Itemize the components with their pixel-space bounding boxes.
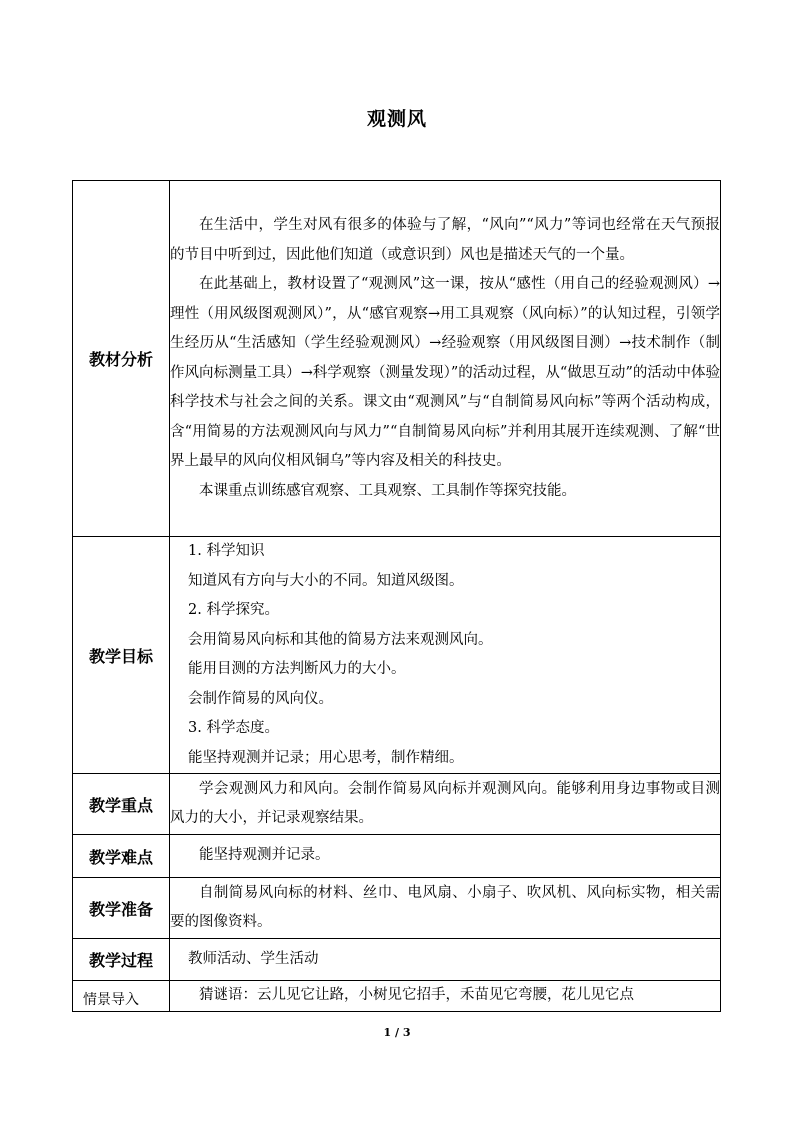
- row-difficulties: [73, 835, 721, 878]
- content-key-points: [170, 774, 721, 835]
- lesson-plan-table: [72, 180, 721, 1012]
- row-preparation: [73, 878, 721, 939]
- row-objectives: [73, 537, 721, 774]
- content-intro: [170, 981, 721, 1012]
- page-indicator: 1 / 3: [383, 1026, 411, 1039]
- label-difficulties: 教学难点: [73, 835, 170, 878]
- label-objectives: 教学目标: [73, 537, 170, 774]
- preparation-text: 自制简易风向标的材料、丝巾、电风扇、小扇子、吹风机、风向标实物，相关需要的图像资料。: [170, 884, 720, 930]
- process-text: 教师活动、学生活动: [188, 950, 319, 967]
- page-title: 观测风: [366, 108, 427, 130]
- content-process: [170, 939, 721, 981]
- content-objectives: [170, 537, 721, 774]
- analysis-paragraph-2: 在此基础上，教材设置了“观测风”这一课，按从“感性（用自己的经验观测风）→理性（用风级图观测风）”，从“感官观察→用工具观察（风向标）”的认知过程，引领学生经历从“生活感知（学生经验观测风）→经验观察（用风级图目测）→技术制作（制作风向标测量工具）→科学观察（测量发现）”的活动过程，从“做思互动”的活动中体验科学技术与社会之间的关系。课文由“观测风”与“自制简易风向标”等两个活动构成，含“用简易的方法观测风向与风力”“自制简易风向标”并利用其展开连续观测、了解“世界上最早的风向仪相风铜乌”等内容及相关的科技史。: [170, 276, 720, 469]
- objective-line: 能用目测的方法判断风力的大小。: [188, 661, 406, 677]
- row-analysis: [73, 181, 721, 537]
- row-process: [73, 939, 721, 981]
- row-key-points: [73, 774, 721, 835]
- row-intro: [73, 981, 721, 1012]
- intro-text: 猜谜语：云儿见它让路，小树见它招手，禾苗见它弯腰，花儿见它点: [199, 987, 634, 1003]
- label-process: 教学过程: [73, 939, 170, 981]
- objective-line: 会用简易风向标和其他的简易方法来观测风向。: [188, 631, 493, 648]
- objective-line: 2. 科学探究。: [188, 602, 279, 618]
- objective-line: 1. 科学知识: [188, 543, 265, 559]
- label-analysis: 教材分析: [73, 181, 170, 537]
- difficulties-text: 能坚持观测并记录。: [199, 847, 330, 864]
- label-preparation: 教学准备: [73, 878, 170, 939]
- content-preparation: [170, 878, 721, 939]
- content-difficulties: [170, 835, 721, 878]
- content-analysis: [170, 181, 721, 537]
- analysis-paragraph-3: 本课重点训练感官观察、工具观察、工具制作等探究技能。: [199, 482, 576, 499]
- objective-line: 能坚持观测并记录；用心思考，制作精细。: [188, 749, 464, 766]
- objective-line: 3. 科学态度。: [188, 720, 279, 736]
- label-intro: 情景导入: [73, 981, 170, 1012]
- label-key-points: 教学重点: [73, 774, 170, 835]
- key-points-text: 学会观测风力和风向。会制作简易风向标并观测风向。能够利用身边事物或目测风力的大小，并记录观察结果。: [170, 780, 720, 826]
- objective-line: 会制作简易的风向仪。: [188, 690, 333, 707]
- analysis-paragraph-1: 在生活中，学生对风有很多的体验与了解，“风向”“风力”等词也经常在天气预报的节目中听到过，因此他们知道（或意识到）风也是描述天气的一个量。: [170, 217, 720, 263]
- objective-line: 知道风有方向与大小的不同。知道风级图。: [188, 572, 464, 589]
